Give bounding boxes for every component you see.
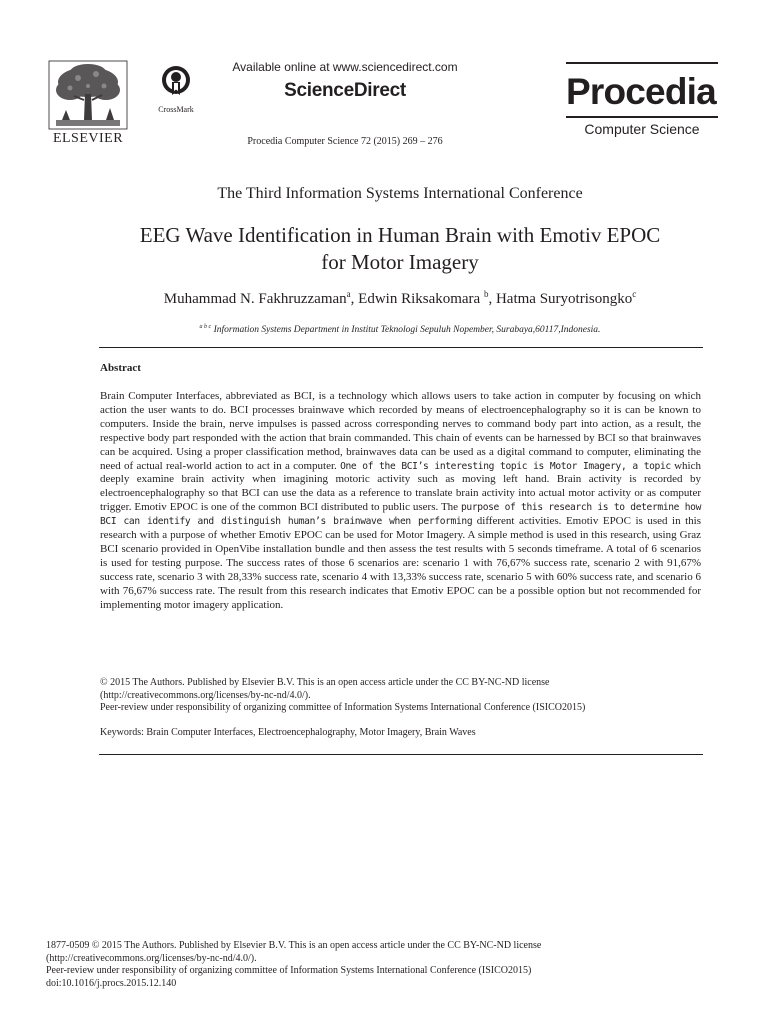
keywords: Keywords: Brain Computer Interfaces, Electroencephalography, Motor Imagery, Brain Waves	[100, 727, 476, 738]
available-online-text: Available online at www.sciencedirect.com	[232, 60, 458, 74]
author-affiliation-mark: a	[346, 289, 351, 299]
crossmark-label: CrossMark	[158, 105, 194, 114]
abstract-body	[100, 390, 701, 613]
license-notice	[100, 677, 701, 715]
abstract-text-part: Brain Computer Interfaces, abbreviated as BCI, is a technology which allows users to take action in computer by focusing on which action the user wants to do. BCI processes brainwave which recorded by means of electroencephalography so it is can be known to computers. Inside the brain, nerve impulses is passed across corresponding nerves to command body part into action, as a result, the respective body part responded with the action that brain commanded. This chain of events can be harnessed by BCI so that brainwaves can be acquired. Using a proper classification method, brainwaves data can be used as a digital command to computer, eliminating the need of actual real-world action to act in a computer.	[100, 390, 701, 472]
paper-title	[60, 222, 740, 276]
affiliation	[60, 324, 740, 335]
abstract-heading: Abstract	[100, 362, 141, 374]
footer-peer-review-line: Peer-review under responsibility of organizing committee of Information Systems International Conference (ISICO2015)	[46, 965, 532, 977]
crossmark-badge[interactable]	[150, 64, 202, 114]
affiliation-marks: a b c	[199, 324, 212, 330]
procedia-wordmark: Procedia	[566, 71, 716, 112]
abstract-text-part: different activities. Emotiv EPOC is used in this research with a purpose of whether Emotiv EPOC can be used for Motor Imagery. A simple method is used in this research, using Graz BCI scenario provided in OpenVibe installation bundle and then assess the test results with 5 seconds timeframe. A total of 6 scenarios is used for testing purpose. The success rates of those 6 scenarios are: scenario 1 with 76,67% success rate, scenario 2 with 91,67% success rate, scenario 3 with 28,33% success rate, scenario 4 with 13,33% success rate, scenario 5 with 60% success rate, and scenario 6 with 76,67% success rate. The result from this research indicates that Emotiv EPOC can be a possible option but not recommended for implementing motor imagery application.	[100, 515, 701, 611]
author-list	[60, 289, 740, 308]
section-divider-top	[99, 347, 703, 348]
paper-title-line-1: EEG Wave Identification in Human Brain with Emotiv EPOC	[139, 223, 661, 247]
elsevier-wordmark: ELSEVIER	[52, 131, 124, 146]
elsevier-tree-icon	[48, 60, 128, 130]
author-affiliation-mark: b	[483, 289, 489, 299]
section-divider-bottom	[99, 754, 703, 755]
license-link[interactable]: (http://creativecommons.org/licenses/by-nc-nd/4.0/).	[100, 689, 311, 701]
crossmark-icon	[160, 64, 192, 98]
footer-doi[interactable]: doi:10.1016/j.procs.2015.12.140	[46, 977, 177, 989]
footer-license-line: 1877-0509 © 2015 The Authors. Published by Elsevier B.V. This is an open access article under the CC BY-NC-ND license	[46, 940, 542, 951]
author-name: Edwin Riksakomara	[358, 291, 484, 307]
paper-title-line-2: for Motor Imagery	[321, 250, 479, 274]
elsevier-logo	[46, 60, 130, 148]
author-name: Hatma Suryotrisongko	[495, 291, 633, 307]
license-line: © 2015 The Authors. Published by Elsevier B.V. This is an open access article under the CC BY-NC-ND license	[100, 677, 550, 688]
conference-name: The Third Information Systems International Conference	[217, 185, 583, 202]
page-footer	[46, 940, 706, 990]
peer-review-line: Peer-review under responsibility of organizing committee of Information Systems International Conference (ISICO2015)	[100, 702, 586, 713]
procedia-top-rule	[566, 62, 718, 64]
abstract-text-part: purpose of this research is to determine how BCI can identify and distinguish human’s brainwave when performing	[100, 502, 701, 528]
author-separator: ,	[350, 291, 359, 307]
author-name: Muhammad N. Fakhruzzaman	[163, 291, 347, 307]
abstract-text-part: One of the BCI’s interesting topic is Motor Imagery, a topic	[340, 460, 671, 472]
abstract-text-part: which deeply examine brain activity when imagining motoric activity such as moving left hand. Brain activity is recorded by electroencephalography so that BCI can use the data as a reference to translate brain activity into actual motor activity or as computer trigger. Emotiv EPOC is one of the common BCI distributed to public users. The	[100, 459, 701, 514]
procedia-rule	[566, 116, 718, 118]
sciencedirect-logo: ScienceDirect	[284, 80, 406, 101]
footer-license-link[interactable]: (http://creativecommons.org/licenses/by-nc-nd/4.0/).	[46, 952, 257, 964]
affiliation-text: Information Systems Department in Institut Teknologi Sepuluh Nopember, Surabaya,60117,Indonesia.	[213, 325, 601, 336]
journal-reference: Procedia Computer Science 72 (2015) 269 – 276	[247, 136, 443, 147]
procedia-subtitle: Computer Science	[584, 120, 700, 137]
author-separator: ,	[488, 291, 496, 307]
author-affiliation-mark: c	[632, 289, 637, 299]
procedia-logo	[566, 62, 720, 138]
